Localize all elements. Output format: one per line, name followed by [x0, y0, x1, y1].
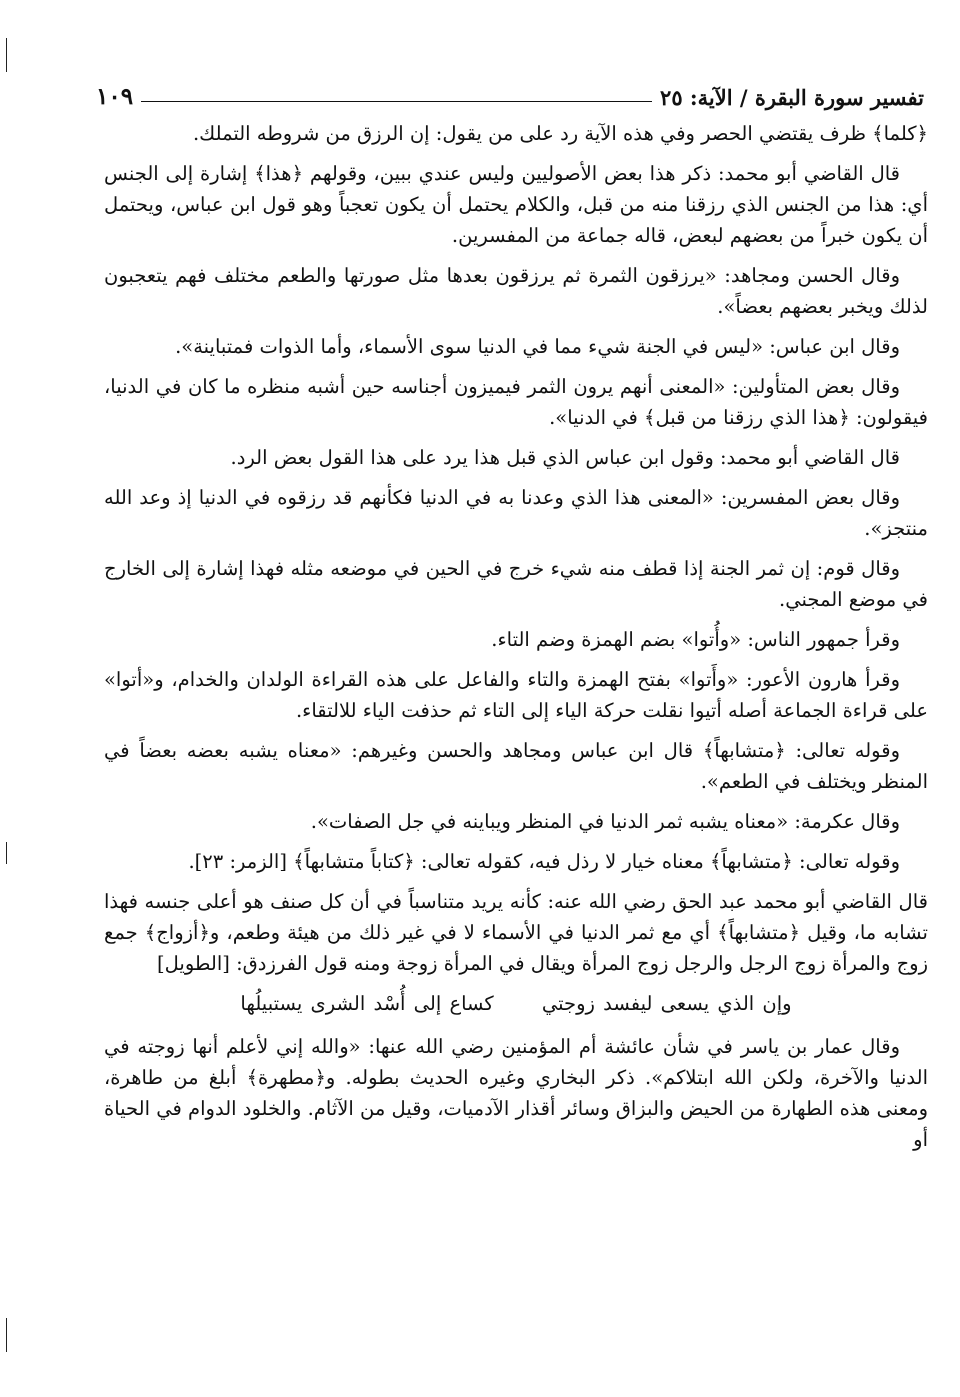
paragraph: وقرأ جمهور الناس: «وأُتوا» بضم الهمزة وضم التاء. [491, 628, 900, 651]
paragraph: وقال قوم: إن ثمر الجنة إذا قطف منه شيء خرج في الحين في موضعه مثله فهذا إشارة إلى الخارج في موضع المجني. [104, 557, 928, 611]
paragraph: قال القاضي أبو محمد: ذكر هذا بعض الأصوليين وليس عندي ببين، وقولهم ﴿هذا﴾ إشارة إلى الجنس أي: هذا من الجنس الذي رزقنا منه من قبل، والكلام يحتمل أن يكون تعجباً وهو قول ابن عباس، ويحتمل أن يكون خبراً من بعضهم لبعض، قاله جماعة من المفسرين. [104, 162, 928, 247]
verse-hemistich-first: وإن الذي يسعى ليفسد زوجتي [541, 992, 792, 1015]
poetry-verse [104, 988, 928, 1019]
paragraph: وقوله تعالى: ﴿متشابهاً﴾ معناه خيار لا رذل فيه، كقوله تعالى: ﴿كتاباً متشابهاً﴾ [الزمر: ٢٣]. [188, 850, 900, 873]
body-text [104, 118, 928, 1164]
scan-edge-mark-bottom [6, 1318, 7, 1352]
paragraph-closing: وقال عمار بن ياسر في شأن عائشة أم المؤمنين رضي الله عنها: «والله إني لأعلم أنها زوجته في الدنيا والآخرة، ولكن الله ابتلاكم». ذكر البخاري وغيره الحديث بطوله. و﴿مطهرة﴾ أبلغ من طاهرة، ومعنى هذه الطهارة من الحيض والبزاق وسائر أقذار الآدميات، وقيل من الآثام. والخلود الدوام في الحياة أو [104, 1035, 928, 1151]
scan-edge-mark-top [6, 38, 7, 72]
running-title: تفسير سورة البقرة / الآية: ٢٥ [660, 85, 924, 110]
paragraph: وقال بعض المفسرين: «المعنى هذا الذي وعدنا به في الدنيا فكأنهم قد رزقوه في الدنيا إذ وعد الله منتجز». [104, 486, 928, 540]
header-rule [141, 101, 652, 102]
paragraph: قال القاضي أبو محمد عبد الحق رضي الله عنه: كأنه يريد متناسباً في أن كل صنف هو أعلى جنسه فهذا تشابه ما، وقيل ﴿متشابهاً﴾ أي مع ثمر الدنيا في الأسماء لا في غير ذلك من هيئة وطعم، و﴿أزواج﴾ جمع زوج والمرأة زوج الرجل والرجل زوج المرأة ويقال في المرأة زوجة ومنه قول الفرزدق: [الطويل] [104, 890, 928, 975]
paragraph: وقال ابن عباس: «ليس في الجنة شيء مما في الدنيا سوى الأسماء، وأما الذوات فمتباينة». [175, 335, 900, 358]
paragraph: وقوله تعالى: ﴿متشابهاً﴾ قال ابن عباس ومجاهد والحسن وغيرهم: «معناه يشبه بعضه بعضاً في المنظر ويختلف في الطعم». [104, 739, 928, 793]
page-header [96, 78, 924, 110]
scan-edge-mark-middle [6, 842, 7, 864]
paragraph: وقرأ هارون الأعور: «وأَتوا» بفتح الهمزة والتاء والفاعل على هذه القراءة الولدان والخدام، و«أتوا» على قراءة الجماعة أصله أتيوا نقلت حركة الياء إلى التاء ثم حذفت الياء للالتقاء. [104, 668, 928, 722]
page-number: ١٠٩ [96, 83, 134, 110]
paragraph: وقال بعض المتأولين: «المعنى أنهم يرون الثمر فيميزون أجناسه حين أشبه منظره ما كان في الدنيا، فيقولون: ﴿هذا الذي رزقنا من قبل﴾ في الدنيا». [104, 375, 928, 429]
verse-hemistich-second: كساع إلى أُسْد الشرى يستبيلُها [240, 992, 494, 1015]
paragraph: ﴿كلما﴾ ظرف يقتضي الحصر وفي هذه الآية رد على من يقول: إن الرزق من شروطه التملك. [192, 122, 928, 145]
paragraph: وقال عكرمة: «معناه يشبه ثمر الدنيا في المنظر ويباينه في جل الصفات». [310, 810, 900, 833]
paragraph: وقال الحسن ومجاهد: «يرزقون الثمرة ثم يرزقون بعدها مثل صورتها والطعم مختلف فهم يتعجبون لذلك ويخبر بعضهم بعضاً». [104, 264, 928, 318]
paragraph: قال القاضي أبو محمد: وقول ابن عباس الذي قبل هذا يرد على هذا القول بعض الرد. [230, 446, 900, 469]
